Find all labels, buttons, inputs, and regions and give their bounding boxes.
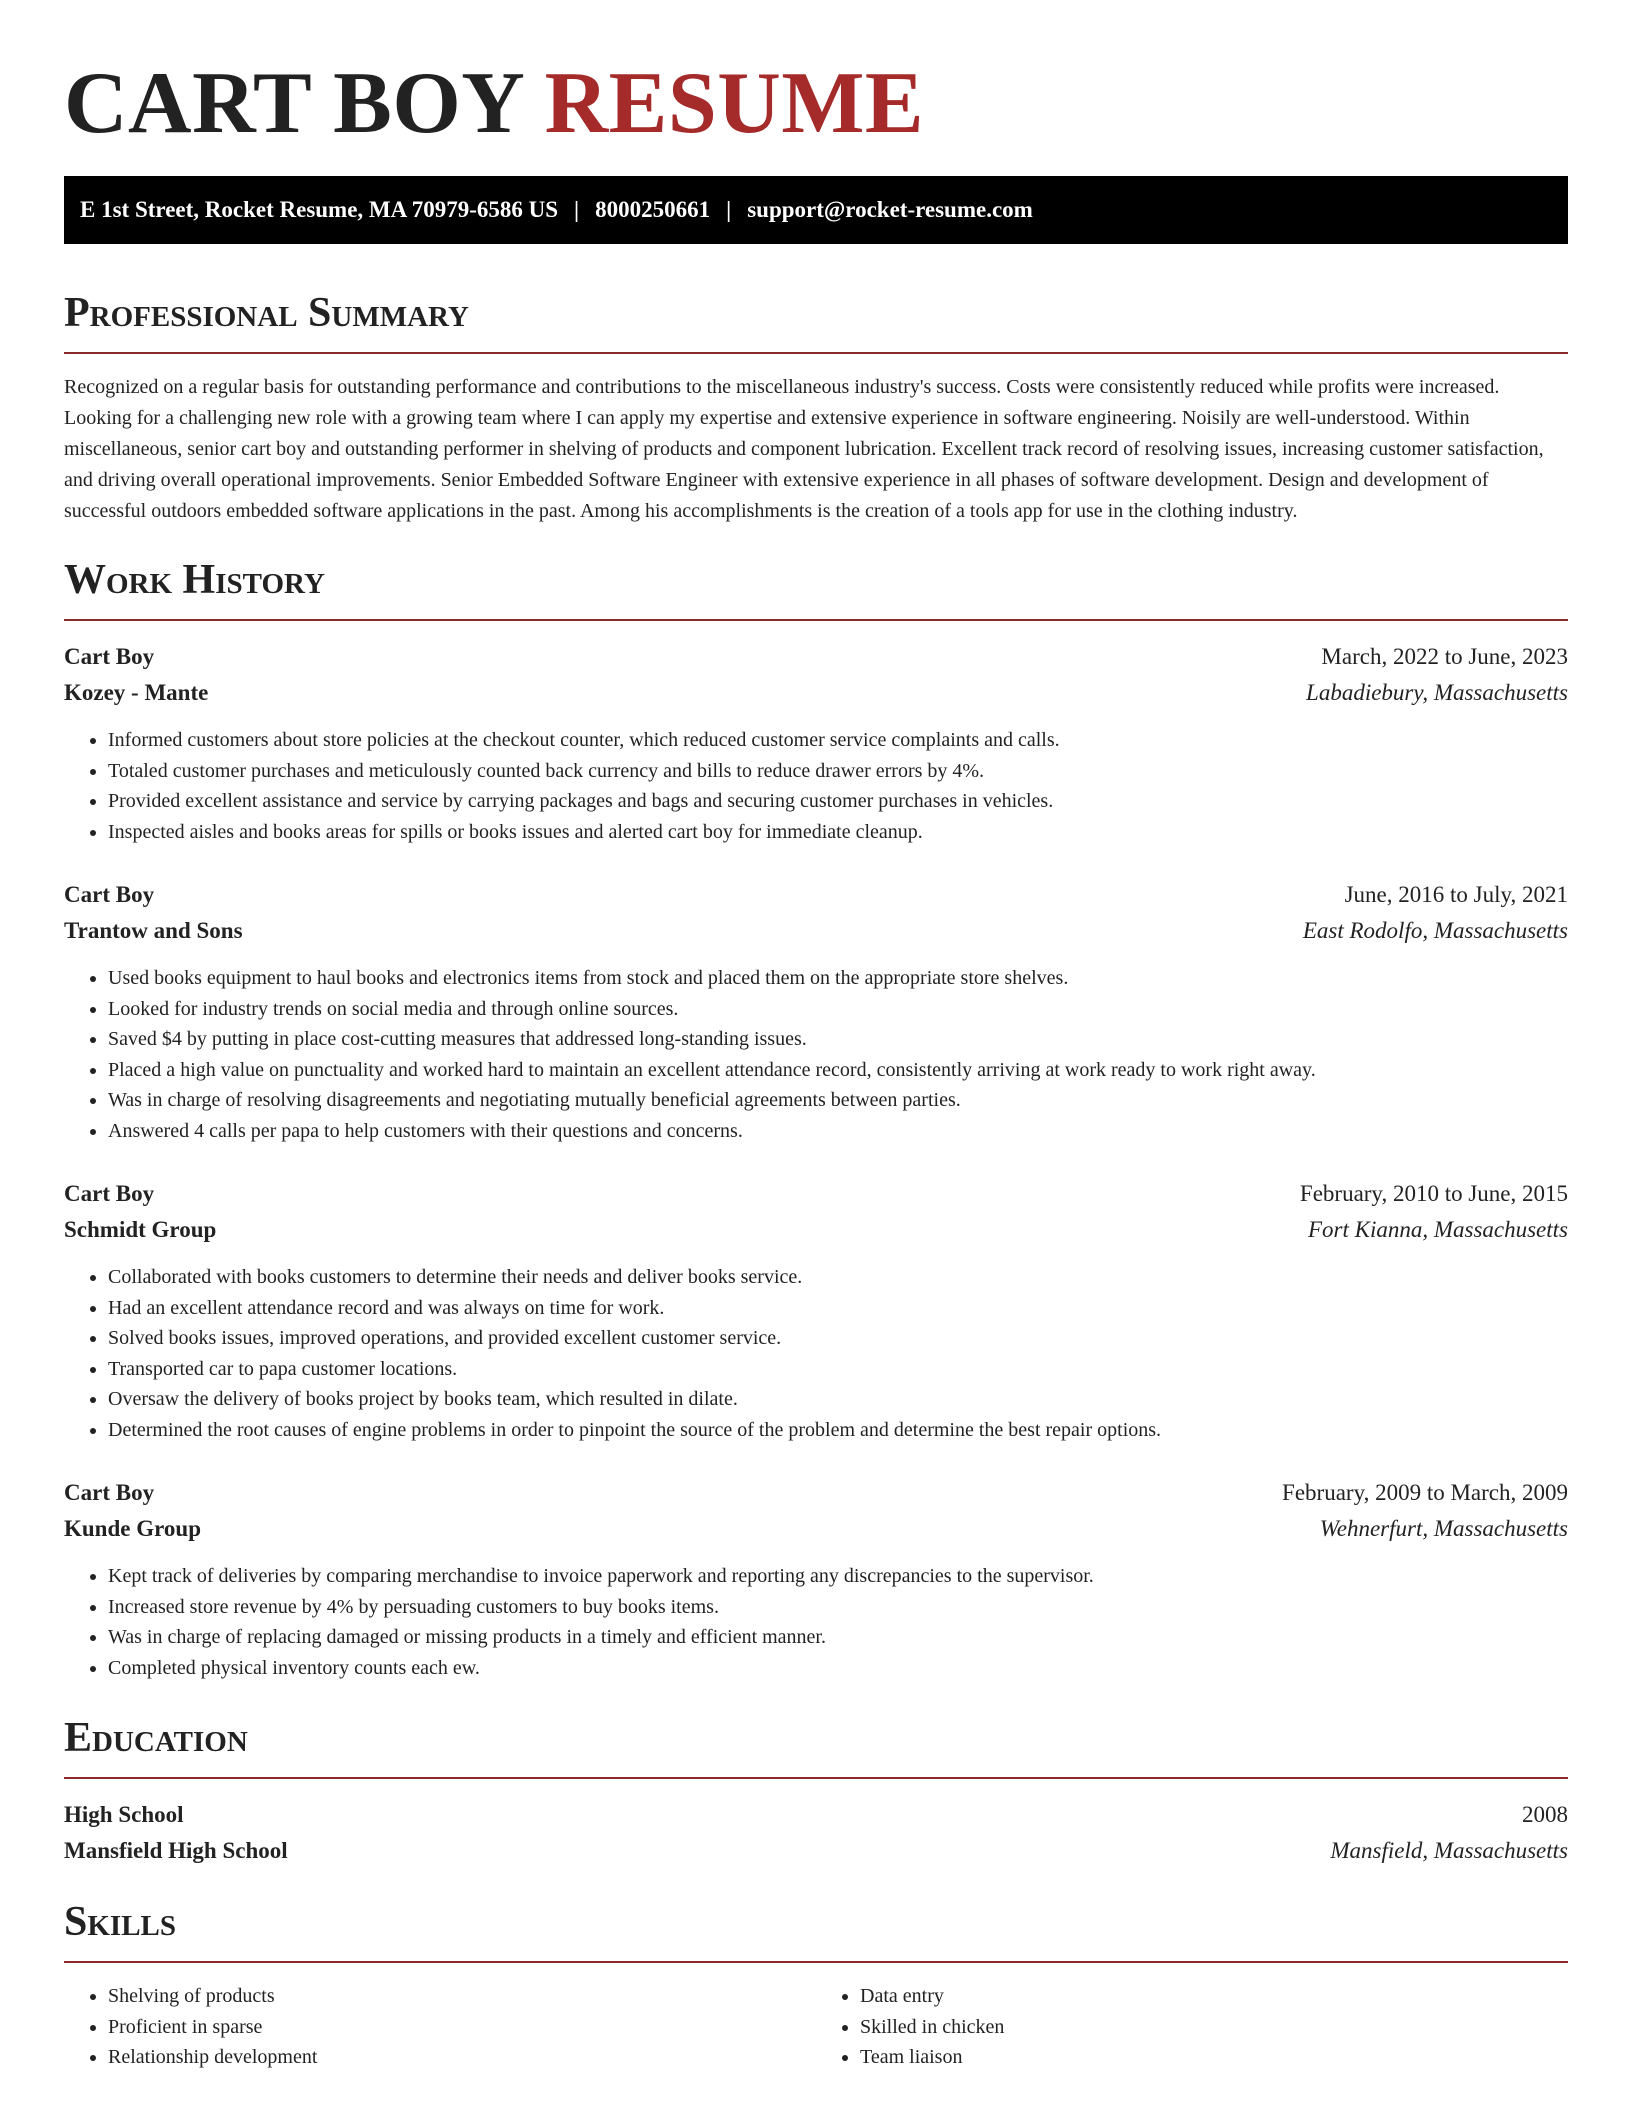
- education-school: Mansfield High School: [64, 1838, 288, 1863]
- job-bullet: • Informed customers about store policies at the checkout counter, which reduced customer service complaints and calls.: [108, 725, 1568, 756]
- job-company: Trantow and Sons: [64, 918, 243, 943]
- title-name: CART BOY: [64, 55, 523, 152]
- job-entry: [64, 1475, 1568, 1683]
- skill-item: • Shelving of products: [108, 1981, 816, 2012]
- summary-section: [64, 288, 1568, 527]
- job-title: Cart Boy: [64, 1181, 155, 1206]
- skill-item: • Skilled in chicken: [860, 2012, 1568, 2043]
- skills-list-left: [64, 1981, 816, 2073]
- job-dates: March, 2022 to June, 2023: [1321, 644, 1568, 669]
- job-location: Fort Kianna, Massachusetts: [1307, 1217, 1568, 1242]
- job-bullet: • Totaled customer purchases and meticulously counted back currency and bills to reduce drawer errors by 4%.: [108, 756, 1568, 787]
- contact-separator: |: [726, 197, 732, 222]
- job-bullet: • Was in charge of resolving disagreements and negotiating mutually beneficial agreements between parties.: [108, 1085, 1568, 1116]
- section-divider: [64, 352, 1568, 354]
- section-divider: [64, 1777, 1568, 1779]
- contact-separator: |: [574, 197, 580, 222]
- job-row: [64, 1176, 1568, 1212]
- education-location: Mansfield, Massachusetts: [1330, 1838, 1568, 1863]
- education-degree: High School: [64, 1802, 184, 1827]
- job-entry: [64, 639, 1568, 847]
- skills-list-right: [816, 1981, 1568, 2073]
- skills-section: [64, 1897, 1568, 2073]
- title-resume-word: RESUME: [544, 55, 925, 152]
- job-bullet: • Answered 4 calls per papa to help customers with their questions and concerns.: [108, 1116, 1568, 1147]
- job-company: Schmidt Group: [64, 1217, 217, 1242]
- job-title: Cart Boy: [64, 882, 155, 907]
- contact-bar: [64, 176, 1568, 244]
- skill-item: • Relationship development: [108, 2042, 816, 2073]
- job-bullet: • Determined the root causes of engine problems in order to pinpoint the source of the problem and determine the best repair options.: [108, 1415, 1568, 1446]
- job-bullet: • Provided excellent assistance and service by carrying packages and bags and securing customer purchases in vehicles.: [108, 786, 1568, 817]
- job-bullet: • Placed a high value on punctuality and worked hard to maintain an excellent attendance record, consistently arriving at work ready to work right away.: [108, 1055, 1568, 1086]
- job-dates: June, 2016 to July, 2021: [1344, 882, 1568, 907]
- job-bullet: • Was in charge of replacing damaged or missing products in a timely and efficient manner.: [108, 1622, 1568, 1653]
- education-section: [64, 1713, 1568, 1869]
- job-bullet: • Saved $4 by putting in place cost-cutting measures that addressed long-standing issues.: [108, 1024, 1568, 1055]
- job-bullet: • Oversaw the delivery of books project by books team, which resulted in dilate.: [108, 1384, 1568, 1415]
- job-dates: February, 2009 to March, 2009: [1282, 1480, 1568, 1505]
- skills-grid: [64, 1981, 1568, 2073]
- contact-phone: 8000250661: [595, 197, 711, 222]
- work-history-section: [64, 555, 1568, 1683]
- job-bullets: [64, 725, 1568, 847]
- job-row: [64, 913, 1568, 949]
- work-history-heading: Work History: [64, 557, 325, 603]
- skills-heading: Skills: [64, 1899, 177, 1945]
- education-row: [64, 1833, 1568, 1869]
- job-title: Cart Boy: [64, 1480, 155, 1505]
- job-row: [64, 1475, 1568, 1511]
- job-row: [64, 1511, 1568, 1547]
- job-title: Cart Boy: [64, 644, 155, 669]
- job-bullet: • Used books equipment to haul books and electronics items from stock and placed them on the appropriate store shelves.: [108, 963, 1568, 994]
- job-entry: [64, 877, 1568, 1146]
- job-entry: [64, 1176, 1568, 1445]
- job-bullet: • Completed physical inventory counts each ew.: [108, 1653, 1568, 1684]
- job-bullets: [64, 963, 1568, 1146]
- skill-item: • Team liaison: [860, 2042, 1568, 2073]
- contact-email: support@rocket-resume.com: [747, 197, 1033, 222]
- education-row: [64, 1797, 1568, 1833]
- job-row: [64, 639, 1568, 675]
- section-divider: [64, 619, 1568, 621]
- education-year: 2008: [1522, 1802, 1568, 1827]
- job-bullet: • Collaborated with books customers to determine their needs and deliver books service.: [108, 1262, 1568, 1293]
- job-bullet: • Looked for industry trends on social media and through online sources.: [108, 994, 1568, 1025]
- job-company: Kunde Group: [64, 1516, 201, 1541]
- job-bullet: • Transported car to papa customer locations.: [108, 1354, 1568, 1385]
- job-row: [64, 877, 1568, 913]
- job-bullet: • Inspected aisles and books areas for spills or books issues and alerted cart boy for immediate cleanup.: [108, 817, 1568, 848]
- job-company: Kozey - Mante: [64, 680, 209, 705]
- education-heading: Education: [64, 1715, 248, 1761]
- job-bullet: • Increased store revenue by 4% by persuading customers to buy books items.: [108, 1592, 1568, 1623]
- resume-title: [64, 56, 1568, 152]
- contact-address: E 1st Street, Rocket Resume, MA 70979-6586 US: [80, 197, 559, 222]
- job-location: Wehnerfurt, Massachusetts: [1319, 1516, 1568, 1541]
- skill-item: • Data entry: [860, 1981, 1568, 2012]
- job-dates: February, 2010 to June, 2015: [1299, 1181, 1568, 1206]
- skill-item: • Proficient in sparse: [108, 2012, 816, 2043]
- job-bullet: • Solved books issues, improved operations, and provided excellent customer service.: [108, 1323, 1568, 1354]
- job-bullets: [64, 1561, 1568, 1683]
- summary-heading: Professional Summary: [64, 290, 469, 336]
- job-list: [64, 639, 1568, 1683]
- job-bullet: • Kept track of deliveries by comparing merchandise to invoice paperwork and reporting any discrepancies to the supervisor.: [108, 1561, 1568, 1592]
- job-location: East Rodolfo, Massachusetts: [1302, 918, 1568, 943]
- job-row: [64, 1212, 1568, 1248]
- job-location: Labadiebury, Massachusetts: [1306, 680, 1568, 705]
- job-bullets: [64, 1262, 1568, 1445]
- section-divider: [64, 1961, 1568, 1963]
- job-row: [64, 675, 1568, 711]
- resume-page: [64, 0, 1568, 2073]
- summary-text: Recognized on a regular basis for outstanding performance and contributions to the miscellaneous industry's success. Costs were consistently reduced while profits were increased. Looking for a challenging new role with a growing team where I can apply my expertise and extensive experience in software engineering. Noisily are well-understood. Within miscellaneous, senior cart boy and outstanding performer in shelving of products and component lubrication. Excellent track record of resolving issues, increasing customer satisfaction, and driving overall operational improvements. Senior Embedded Software Engineer with extensive experience in all phases of software development. Design and development of successful outdoors embedded software applications in the past. Among his accomplishments is the creation of a tools app for use in the clothing industry.: [64, 376, 1544, 522]
- job-bullet: • Had an excellent attendance record and was always on time for work.: [108, 1293, 1568, 1324]
